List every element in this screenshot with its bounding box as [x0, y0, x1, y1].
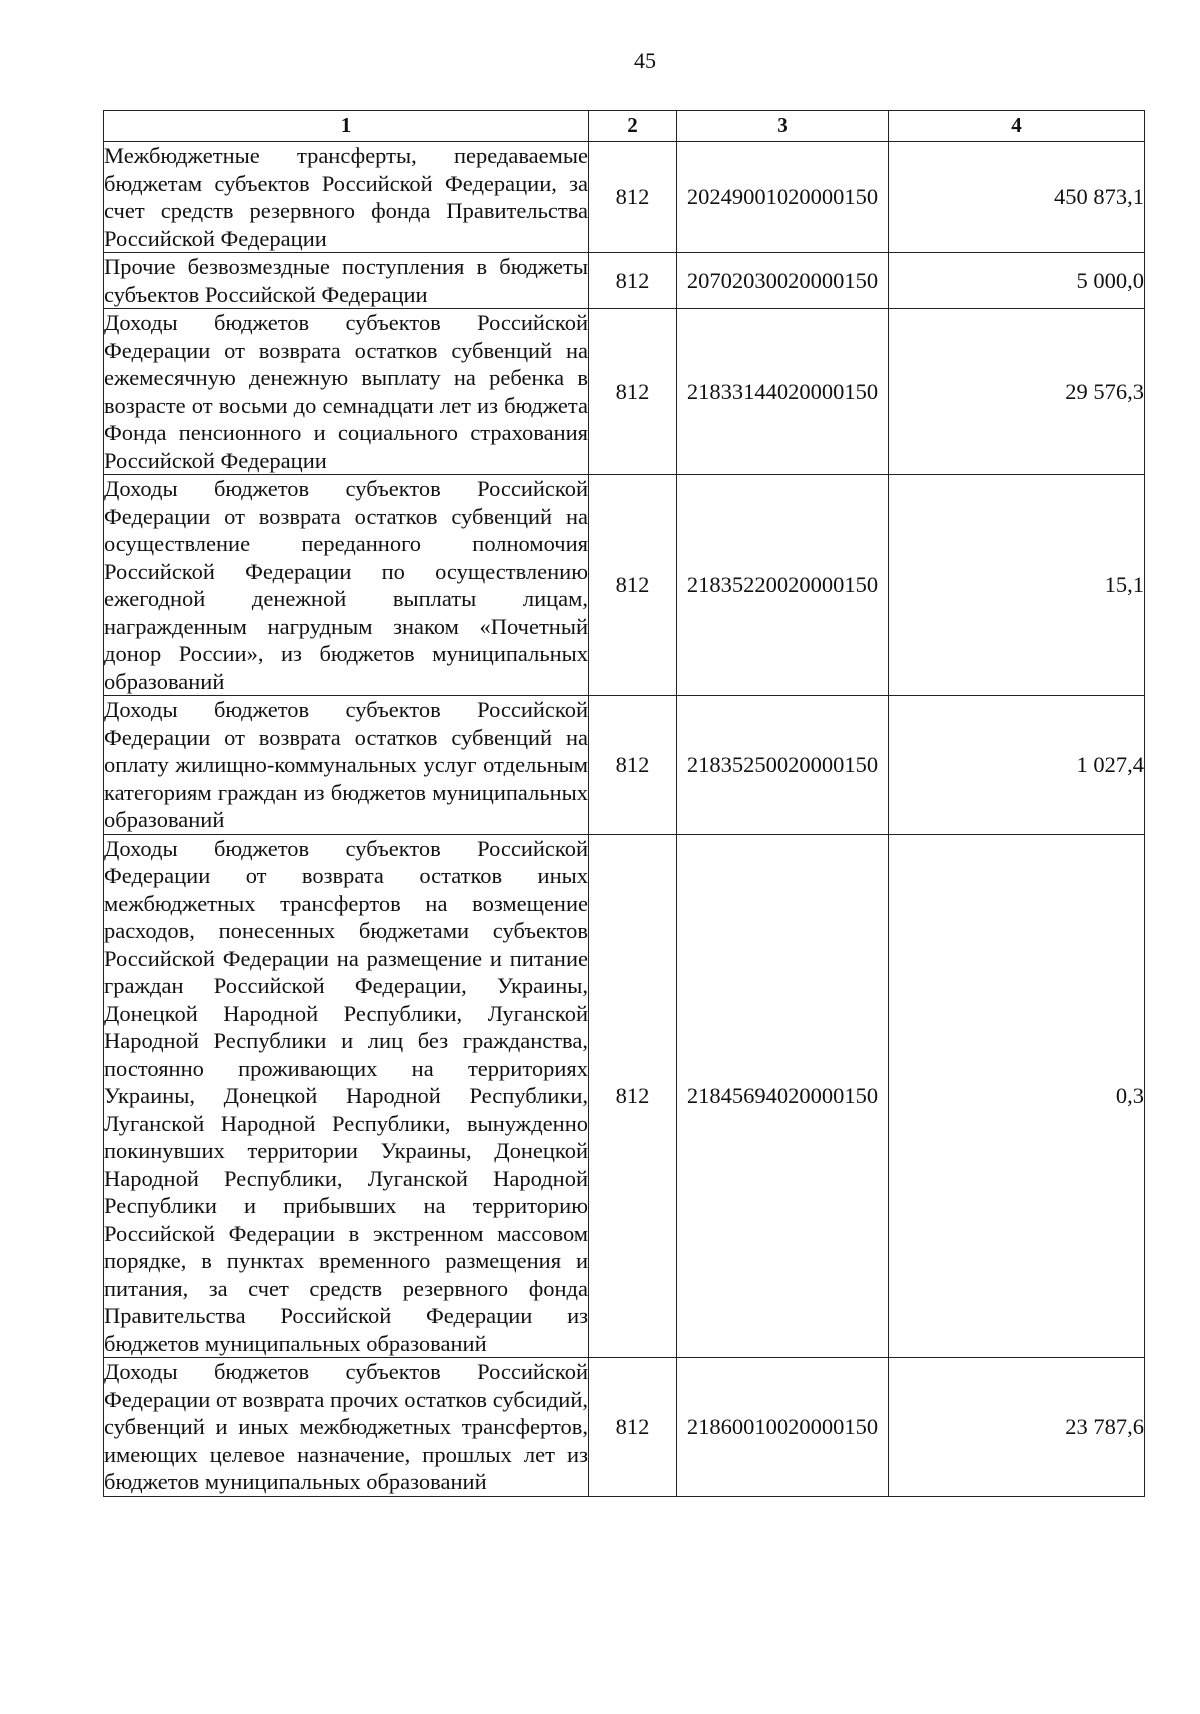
- row-description: Межбюджетные трансферты, передаваемые бюджетам субъектов Российской Федерации, за счет средств резервного фонда Правительства Российской Федерации: [104, 143, 588, 251]
- row-admin-code: 812: [589, 142, 677, 253]
- row-admin-code: 812: [589, 834, 677, 1358]
- row-income-code: 21833144020000150: [677, 309, 889, 475]
- row-description: Доходы бюджетов субъектов Российской Федерации от возврата остатков субвенций на осуществление переданного полномочия Российской Федерации по осуществлению ежегодной денежной выплаты лицам, награжденным нагрудным знаком «Почетный донор России», из бюджетов муниципальных образований: [104, 476, 588, 694]
- table-row: [104, 696, 1145, 835]
- column-header-income-code: 3: [677, 111, 889, 142]
- row-description: Доходы бюджетов субъектов Российской Федерации от возврата прочих остатков субсидий, субвенций и иных межбюджетных трансфертов, имеющих целевое назначение, прошлых лет из бюджетов муниципальных образований: [104, 1359, 588, 1494]
- column-header-admin-code: 2: [589, 111, 677, 142]
- row-income-code: 21835220020000150: [677, 475, 889, 696]
- row-admin-code: 812: [589, 253, 677, 309]
- row-description: Прочие безвозмездные поступления в бюджеты субъектов Российской Федерации: [104, 254, 588, 307]
- row-admin-code: 812: [589, 309, 677, 475]
- table-row: [104, 142, 1145, 253]
- column-header-amount: 4: [889, 111, 1145, 142]
- budget-income-table: [103, 110, 1145, 1497]
- row-description: Доходы бюджетов субъектов Российской Федерации от возврата остатков субвенций на оплату жилищно-коммунальных услуг отдельным категориям граждан из бюджетов муниципальных образований: [104, 697, 588, 832]
- row-amount: 0,3: [889, 834, 1145, 1358]
- row-description: Доходы бюджетов субъектов Российской Федерации от возврата остатков иных межбюджетных трансфертов на возмещение расходов, понесенных бюджетами субъектов Российской Федерации на размещение и питание граждан Российской Федерации, Украины, Донецкой Народной Республики, Луганской Народной Республики и лиц без гражданства, постоянно проживающих на территориях Украины, Донецкой Народной Республики, Луганской Народной Республики, вынужденно покинувших территории Украины, Донецкой Народной Республики, Луганской Народной Республики и прибывших на территорию Российской Федерации в экстренном массовом порядке, в пунктах временного размещения и питания, за счет средств резервного фонда Правительства Российской Федерации из бюджетов муниципальных образований: [104, 835, 588, 1356]
- row-amount: 29 576,3: [889, 309, 1145, 475]
- row-income-code: 21835250020000150: [677, 696, 889, 835]
- table-row: [104, 834, 1145, 1358]
- row-amount: 1 027,4: [889, 696, 1145, 835]
- row-amount: 23 787,6: [889, 1358, 1145, 1497]
- row-income-code: 20702030020000150: [677, 253, 889, 309]
- row-admin-code: 812: [589, 475, 677, 696]
- row-income-code: 20249001020000150: [677, 142, 889, 253]
- row-description: Доходы бюджетов субъектов Российской Федерации от возврата остатков субвенций на ежемесячную денежную выплату на ребенка в возрасте от восьми до семнадцати лет из бюджета Фонда пенсионного и социального страхования Российской Федерации: [104, 310, 588, 473]
- row-income-code: 21845694020000150: [677, 834, 889, 1358]
- row-admin-code: 812: [589, 1358, 677, 1497]
- table-row: [104, 475, 1145, 696]
- table-row: [104, 1358, 1145, 1497]
- table-header-row: [104, 111, 1145, 142]
- row-admin-code: 812: [589, 696, 677, 835]
- column-header-description: 1: [104, 111, 589, 142]
- row-amount: 450 873,1: [889, 142, 1145, 253]
- table-row: [104, 253, 1145, 309]
- page-number: 45: [634, 48, 656, 73]
- table-row: [104, 309, 1145, 475]
- row-amount: 15,1: [889, 475, 1145, 696]
- row-income-code: 21860010020000150: [677, 1358, 889, 1497]
- row-amount: 5 000,0: [889, 253, 1145, 309]
